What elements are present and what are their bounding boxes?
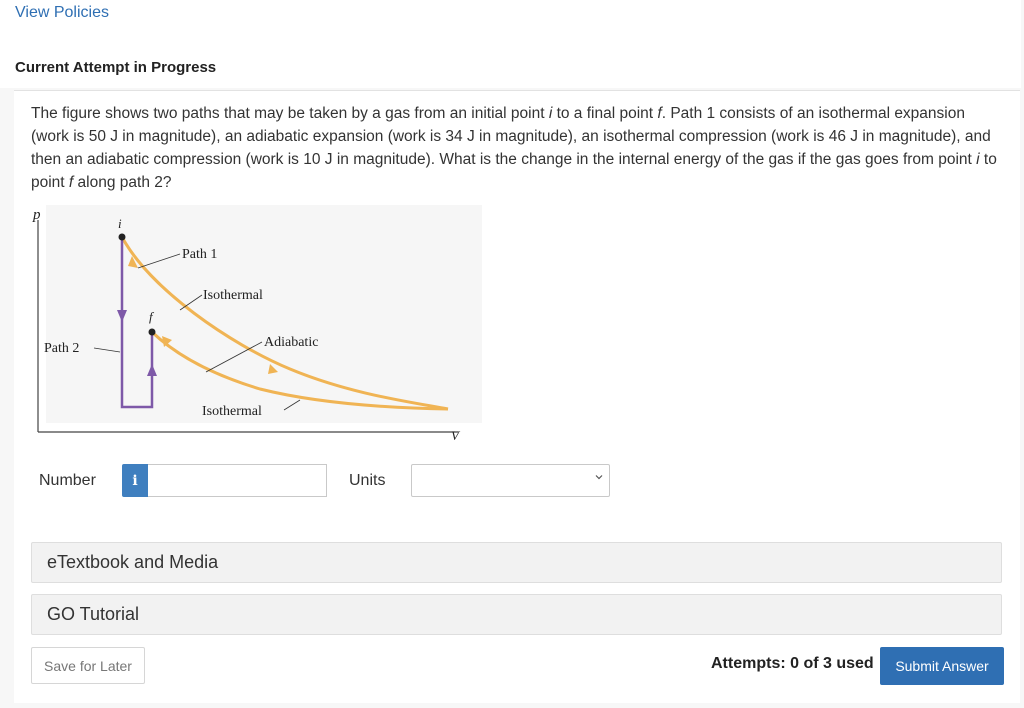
go-tutorial-accordion[interactable] [31, 594, 1002, 635]
number-input[interactable] [148, 464, 327, 497]
number-label: Number [39, 472, 96, 489]
view-policies-link[interactable]: View Policies [15, 4, 109, 21]
point-f-label: f [149, 309, 153, 324]
info-icon[interactable]: i [122, 464, 148, 497]
pv-diagram [30, 204, 490, 449]
header-panel [0, 0, 1021, 88]
isothermal-bottom-label: Isothermal [202, 404, 262, 419]
go-tutorial-label: GO Tutorial [47, 604, 140, 624]
point-i-label: i [118, 216, 122, 231]
point-i [119, 234, 126, 241]
attempt-title: Current Attempt in Progress [15, 59, 217, 76]
path1-label: Path 1 [182, 247, 218, 262]
point-f [149, 329, 156, 336]
attempts-counter: Attempts: 0 of 3 used [711, 655, 874, 672]
question-text: The figure shows two paths that may be taken by a gas from an initial point i to a final point f. Path 1 consists of an isothermal expansion (work is 50 J in magnitude), an adiabatic expansion (work is 34 J in magnitude), an isothermal compression (work is 46 J in magnitude), and then an adiabatic compression (work is 10 J in magnitude). What is the change in the internal energy of the gas if the gas goes from point i to point f along path 2? [31, 105, 997, 191]
save-for-later-button[interactable]: Save for Later [31, 647, 145, 684]
path2-label: Path 2 [44, 341, 80, 356]
axis-p-label: p [33, 207, 41, 223]
isothermal-top-label: Isothermal [203, 288, 263, 303]
units-select[interactable] [411, 464, 610, 497]
chevron-down-icon [595, 473, 603, 481]
submit-answer-button[interactable]: Submit Answer [880, 647, 1004, 685]
axis-v-label: V [451, 428, 459, 443]
adiabatic-label: Adiabatic [264, 335, 319, 350]
units-label: Units [349, 472, 386, 489]
etextbook-media-accordion[interactable] [31, 542, 1002, 583]
etextbook-label: eTextbook and Media [47, 552, 219, 572]
question-panel [14, 90, 1020, 703]
